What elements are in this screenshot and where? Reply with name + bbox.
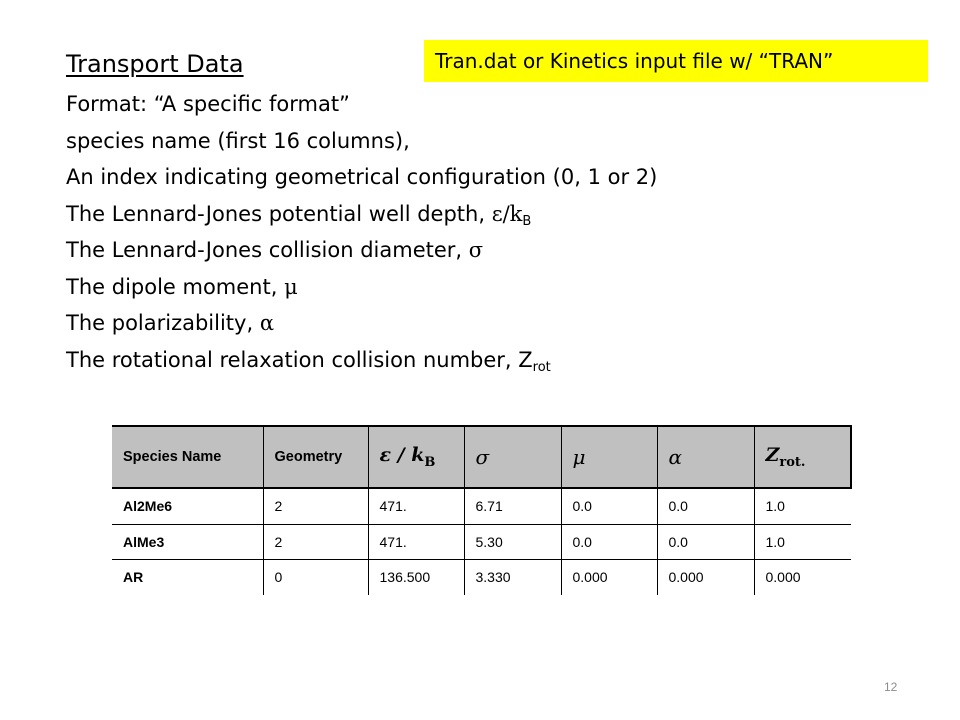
cell-zrot: 1.0 <box>754 488 851 524</box>
header-sigma-symbol: σ <box>475 445 490 469</box>
format-line: Format: “A specific format” <box>66 92 350 116</box>
field-description-list <box>66 86 657 378</box>
boltzmann-subscript: B <box>522 213 532 229</box>
header-epsilon-over-kb <box>368 426 464 488</box>
dipole-line <box>66 269 657 306</box>
cell-alpha: 0.0 <box>657 488 754 524</box>
header-sigma <box>464 426 561 488</box>
well-depth-line <box>66 196 657 233</box>
index-line: An index indicating geometrical configuration (0, 1 or 2) <box>66 165 658 189</box>
mu-symbol: μ <box>284 274 298 299</box>
cell-species: Al2Me6 <box>112 488 263 524</box>
table-row <box>112 488 851 524</box>
header-geometry: Geometry <box>263 426 368 488</box>
cell-mu: 0.0 <box>561 524 657 560</box>
header-epsilon-symbol: ε / k <box>379 444 425 466</box>
table-header-row <box>112 426 851 488</box>
cell-epsilon: 136.500 <box>368 560 464 595</box>
well-depth-text: The Lennard-Jones potential well depth, <box>66 201 492 226</box>
zrot-text: The rotational relaxation collision number, Z <box>66 347 533 372</box>
cell-epsilon: 471. <box>368 488 464 524</box>
cell-species: AlMe3 <box>112 524 263 560</box>
cell-zrot: 1.0 <box>754 524 851 560</box>
table-row <box>112 560 851 595</box>
header-alpha <box>657 426 754 488</box>
dipole-text: The dipole moment, <box>66 274 285 299</box>
cell-geometry: 2 <box>263 524 368 560</box>
cell-zrot: 0.000 <box>754 560 851 595</box>
cell-sigma: 6.71 <box>464 488 561 524</box>
epsilon-symbol: ε/k <box>491 201 523 226</box>
header-zrot <box>754 426 851 488</box>
diameter-line <box>66 232 657 269</box>
transport-table <box>112 425 852 595</box>
cell-alpha: 0.000 <box>657 560 754 595</box>
zrot-line <box>66 342 657 379</box>
species-line: species name (first 16 columns), <box>66 128 410 153</box>
header-mu <box>561 426 657 488</box>
cell-sigma: 5.30 <box>464 524 561 560</box>
polarizability-text: The polarizability, <box>66 311 260 335</box>
file-callout: Tran.dat or Kinetics input file w/ “TRAN” <box>424 40 928 82</box>
cell-species: AR <box>123 569 144 586</box>
cell-alpha: 0.0 <box>657 524 754 560</box>
cell-geometry: 2 <box>263 488 368 524</box>
sigma-symbol: σ <box>468 238 484 262</box>
cell-mu: 0.0 <box>561 488 657 524</box>
cell-mu: 0.000 <box>561 560 657 595</box>
header-kb-subscript: B <box>424 455 436 470</box>
cell-sigma: 3.330 <box>464 560 561 595</box>
cell-epsilon: 471. <box>368 524 464 560</box>
header-alpha-symbol: α <box>668 445 683 469</box>
polarizability-line <box>66 305 657 342</box>
header-z-symbol: Z <box>765 444 780 466</box>
header-mu-symbol: μ <box>572 445 586 469</box>
cell-geometry: 0 <box>263 560 368 595</box>
slide-title: Transport Data <box>66 50 244 78</box>
table-row <box>112 524 851 560</box>
alpha-symbol: α <box>259 311 275 335</box>
page-number: 12 <box>884 680 898 694</box>
header-species-name: Species Name <box>112 426 263 488</box>
header-rot-subscript: rot. <box>779 455 806 470</box>
diameter-text: The Lennard-Jones collision diameter, <box>66 238 469 262</box>
rot-subscript: rot <box>532 359 551 375</box>
